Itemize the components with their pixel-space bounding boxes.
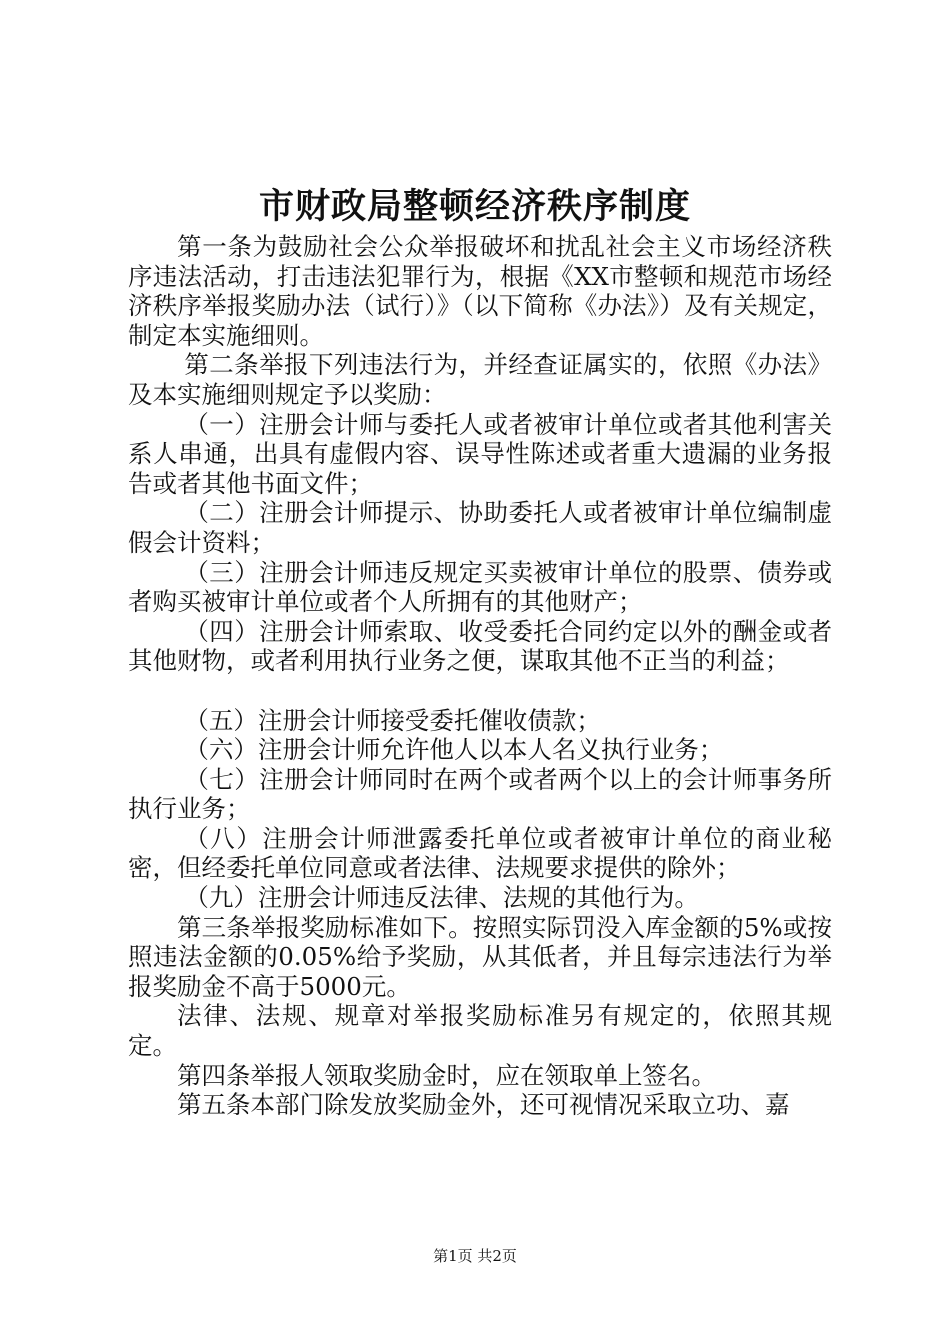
paragraph-item-4: （四）注册会计师索取、收受委托合同约定以外的酬金或者其他财物，或者利用执行业务之便，谋取其他不正当的利益； <box>128 616 832 676</box>
page-footer <box>0 1246 950 1266</box>
document-title: 市财政局整顿经济秩序制度 <box>258 186 691 227</box>
paragraph-article-4: 第四条举报人领取奖励金时，应在领取单上签名。 <box>177 1060 716 1090</box>
paragraph-article-2: 第二条举报下列违法行为，并经查证属实的，依照《办法》及本实施细则规定予以奖励： <box>128 350 832 409</box>
paragraph-item-8: （八）注册会计师泄露委托单位或者被审计单位的商业秘密，但经委托单位同意或者法律、法规要求提供的除外； <box>128 823 832 883</box>
page-number: 第1页 共2页 <box>433 1247 517 1265</box>
paragraph-item-7: （七）注册会计师同时在两个或者两个以上的会计师事务所执行业务； <box>128 764 832 824</box>
paragraph-article-3-supplement: 法律、法规、规章对举报奖励标准另有规定的，依照其规定。 <box>128 1001 832 1061</box>
paragraph-item-2: （二）注册会计师提示、协助委托人或者被审计单位编制虚假会计资料； <box>128 498 832 557</box>
document-body <box>128 232 832 1120</box>
paragraph-article-3: 第三条举报奖励标准如下。按照实际罚没入库金额的5%或按照违法金额的0.05%给予奖励，从其低者，并且每宗违法行为举报奖励金不高于5000元。 <box>128 912 832 1001</box>
paragraph-item-3: （三）注册会计师违反规定买卖被审计单位的股票、债券或者购买被审计单位或者个人所拥有的其他财产； <box>128 557 832 617</box>
paragraph-article-1: 第一条为鼓励社会公众举报破坏和扰乱社会主义市场经济秩序违法活动，打击违法犯罪行为，根据《XX市整顿和规范市场经济秩序举报奖励办法（试行）》（以下简称《办法》）及有关规定，制定本实施细则。 <box>128 232 832 350</box>
paragraph-item-1: （一）注册会计师与委托人或者被审计单位或者其他利害关系人串通，出具有虚假内容、误导性陈述或者重大遗漏的业务报告或者其他书面文件； <box>128 409 832 498</box>
paragraph-article-5: 第五条本部门除发放奖励金外，还可视情况采取立功、嘉 <box>177 1090 790 1120</box>
paragraph-item-9: （九）注册会计师违反法律、法规的其他行为。 <box>184 883 699 913</box>
paragraph-item-6: （六）注册会计师允许他人以本人名义执行业务； <box>184 735 724 765</box>
paragraph-item-5: （五）注册会计师接受委托催收债款； <box>184 705 601 735</box>
